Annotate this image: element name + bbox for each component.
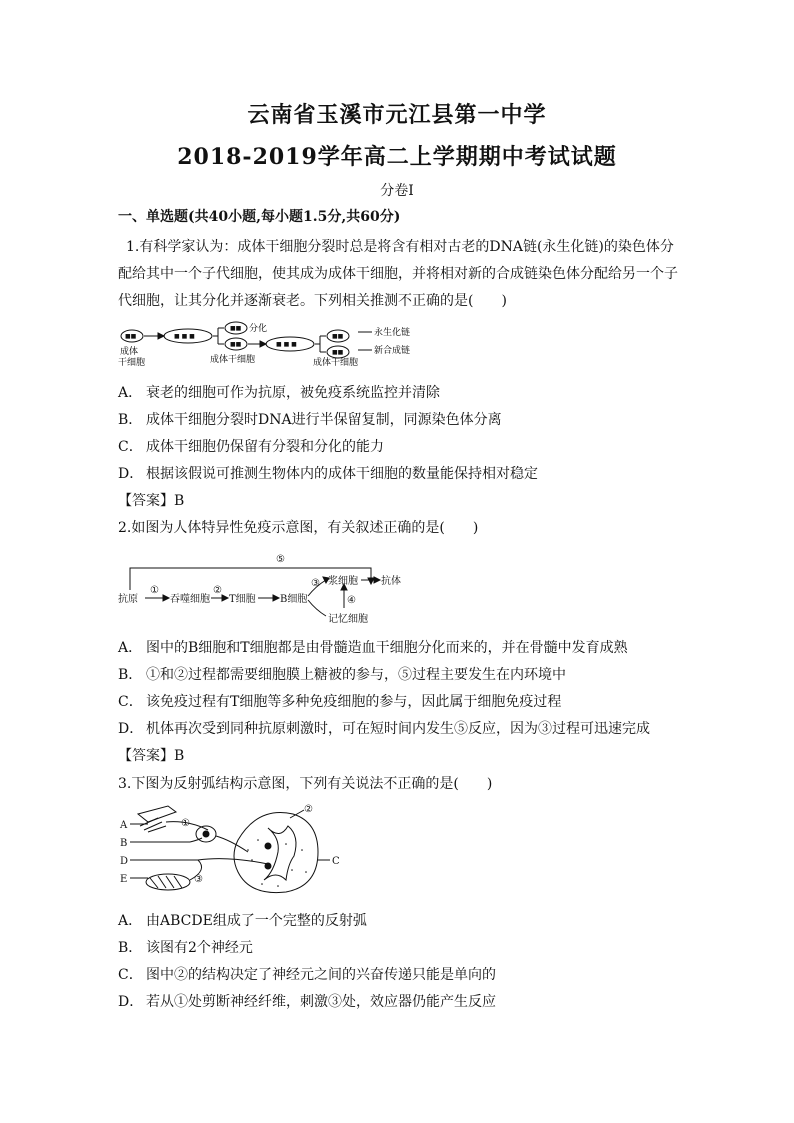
q2-t-cell: T细胞 [229, 594, 256, 605]
q1-stem-cell-figure [118, 318, 411, 368]
q1-stem-line-1: 1.有科学家认为：成体干细胞分裂时总是将含有相对古老的DNA链(永生化链)的染色体分 [126, 239, 674, 255]
q2-label-2: ② [213, 585, 222, 596]
q1-label-adult-2: 干细胞 [118, 358, 146, 368]
q2-label-4: ④ [347, 595, 356, 606]
q3-label-b: B [120, 838, 128, 849]
q3-stem: 3.下图为反射弧结构示意图，下列有关说法不正确的是( ) [118, 776, 493, 792]
q3-label-d: D [120, 856, 129, 867]
svg-text:■■: ■■ [125, 333, 137, 340]
q3-option-d: D． 若从①处剪断神经纤维，刺激③处，效应器仍能产生反应 [118, 994, 496, 1010]
q1-option-c: C． 成体干细胞仍保留有分裂和分化的能力 [118, 439, 384, 455]
q3-label-e: E [120, 874, 128, 885]
q2-phagocyte: 吞噬细胞 [170, 594, 210, 605]
q1-label-adult: 成体 [120, 347, 139, 357]
q1-legend-new: 新合成链 [374, 346, 411, 356]
svg-text:■■: ■■ [230, 325, 242, 332]
q3-label-1: ① [181, 818, 190, 829]
svg-text:■ ■ ■: ■ ■ ■ [276, 341, 297, 348]
q3-option-b: B． 该图有2个神经元 [118, 940, 253, 956]
q2-answer: 【答案】B [118, 748, 185, 764]
q1-legend-immortal: 永生化链 [374, 328, 411, 338]
q2-option-d: D． 机体再次受到同种抗原刺激时，可在短时间内发生⑤反应，因为③过程可迅速完成 [118, 721, 650, 737]
q2-plasma-cell: 浆细胞 [328, 576, 358, 587]
q1-option-d: D． 根据该假说可推测生物体内的成体干细胞的数量能保持相对稳定 [118, 466, 538, 482]
svg-text:■ ■ ■: ■ ■ ■ [174, 333, 195, 340]
q1-stem-line-2: 配给其中一个子代细胞，使其成为成体干细胞，并将相对新的合成链染色体分配给另一个子 [118, 266, 678, 282]
q2-option-b: B． ①和②过程都需要细胞膜上糖被的参与，⑤过程主要发生在内环境中 [118, 667, 566, 683]
q2-immune-figure [118, 548, 418, 628]
q1-option-a: A． 衰老的细胞可作为抗原，被免疫系统监控并清除 [118, 385, 440, 401]
q2-label-5: ⑤ [276, 554, 285, 565]
q3-label-3: ③ [194, 874, 203, 885]
q2-stem: 2.如图为人体特异性免疫示意图，有关叙述正确的是( ) [118, 520, 479, 536]
section-heading: 一、单选题(共40小题,每小题1.5分,共60分) [118, 209, 401, 225]
q2-label-1: ① [150, 585, 159, 596]
q3-label-c: C [332, 856, 340, 867]
q2-option-a: A． 图中的B细胞和T细胞都是由骨髓造血干细胞分化而来的，并在骨髓中发育成熟 [118, 640, 628, 656]
q1-stem-line-3: 代细胞，让其分化并逐渐衰老。下列相关推测不正确的是( ) [118, 293, 507, 309]
q1-answer: 【答案】B [118, 493, 185, 509]
q1-label-adult-mid: 成体干细胞 [210, 355, 256, 365]
q3-label-2: ② [304, 804, 313, 815]
q2-antibody: 抗体 [381, 576, 401, 587]
q2-antigen: 抗原 [118, 594, 138, 605]
q3-option-c: C． 图中②的结构决定了神经元之间的兴奋传递只能是单向的 [118, 967, 496, 983]
q2-option-c: C． 该免疫过程有T细胞等多种免疫细胞的参与，因此属于细胞免疫过程 [118, 694, 562, 710]
svg-text:■■: ■■ [332, 349, 344, 356]
part-label: 分卷I [380, 183, 414, 199]
q3-reflex-arc-figure [118, 800, 348, 900]
svg-text:■■: ■■ [230, 341, 242, 348]
page-subtitle-title: 2018-2019学年高二上学期期中考试试题 [177, 144, 617, 170]
page-title: 云南省玉溪市元江县第一中学 [247, 102, 547, 128]
svg-text:■■: ■■ [332, 333, 344, 340]
q3-label-a: A [120, 820, 128, 831]
q3-option-a: A． 由ABCDE组成了一个完整的反射弧 [118, 913, 367, 929]
q1-label-differentiate: 分化 [249, 324, 268, 334]
q2-b-cell: B细胞 [280, 594, 308, 605]
q2-label-3: ③ [311, 578, 320, 589]
q1-option-b: B． 成体干细胞分裂时DNA进行半保留复制，同源染色体分离 [118, 412, 502, 428]
q1-label-adult-end: 成体干细胞 [313, 358, 359, 368]
q2-memory-cell: 记忆细胞 [328, 614, 368, 625]
